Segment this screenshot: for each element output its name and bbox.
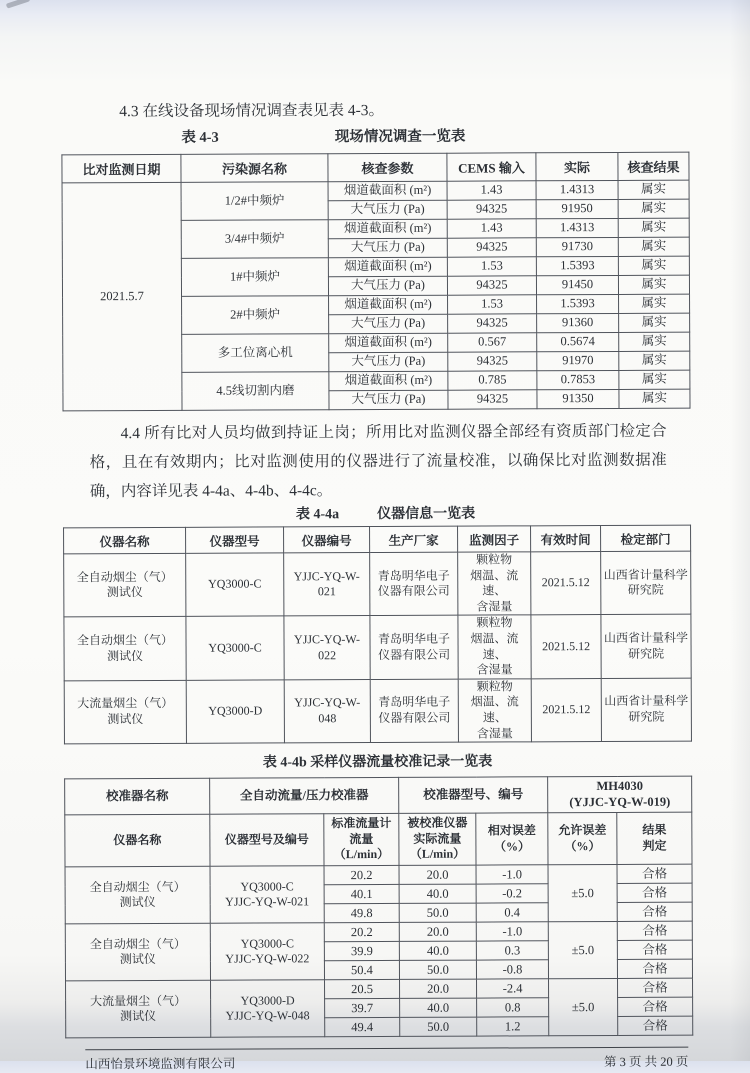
header-calibrator-model-value: MH4030 (YJJC-YQ-W-019) xyxy=(548,776,692,813)
cell-actual: 91450 xyxy=(536,275,618,294)
footer-page-number: 第 3 页 共 20 页 xyxy=(603,1054,689,1070)
cell-source: 1/2#中频炉 xyxy=(181,182,328,221)
cell-actual: 91350 xyxy=(537,389,619,408)
column-header-model: 仪器型号 xyxy=(186,527,284,553)
cell-model: YQ3000-C YJJC-YQ-W-022 xyxy=(210,923,324,980)
cell-rel-error: -0.2 xyxy=(476,884,548,903)
cell-cems: 94325 xyxy=(448,390,537,409)
cell-cems: 1.43 xyxy=(447,181,536,200)
instrument-info-table xyxy=(63,525,692,745)
column-header-name: 仪器名称 xyxy=(65,814,210,867)
cell-judge: 合格 xyxy=(618,997,693,1016)
cell-rel-error: -2.4 xyxy=(477,979,549,998)
cell-actual-flow: 20.0 xyxy=(400,979,477,998)
cell-cems: 94325 xyxy=(448,352,537,371)
cell-actual: 91360 xyxy=(537,313,619,332)
cell-name: 大流量烟尘（气） 测试仪 xyxy=(66,980,211,1038)
cell-std-flow: 20.2 xyxy=(324,866,399,885)
cell-maker: 青岛明华电子 仪器有限公司 xyxy=(370,616,458,680)
cell-result: 属实 xyxy=(618,275,689,294)
cell-name: 全自动烟尘（气） 测试仪 xyxy=(64,553,186,617)
cell-model: YQ3000-D YJJC-YQ-W-048 xyxy=(211,980,325,1037)
footer-company-name: 山西怡景环境监测有限公司 xyxy=(85,1056,236,1072)
cell-name: 全自动烟尘（气） 测试仪 xyxy=(65,923,210,981)
cell-cems: 94325 xyxy=(448,314,537,333)
table-4-3-caption-title: 现场情况调查一览表 xyxy=(334,128,466,146)
cell-source: 1#中频炉 xyxy=(181,258,328,297)
cell-rel-error: -1.0 xyxy=(476,922,548,941)
cell-cems: 0.567 xyxy=(448,333,537,352)
cell-param: 烟道截面积 (m²) xyxy=(328,257,447,277)
table-header-row xyxy=(62,152,689,183)
cell-std-flow: 39.7 xyxy=(325,999,400,1018)
cell-param: 大气压力 (Pa) xyxy=(328,276,447,296)
column-header-cems: CEMS 输入 xyxy=(447,153,536,181)
cell-actual: 1.4313 xyxy=(536,218,618,237)
cell-model: YQ3000-C xyxy=(186,616,284,680)
cell-std-flow: 39.9 xyxy=(324,942,399,961)
cell-source: 2#中频炉 xyxy=(182,296,329,335)
field-survey-table xyxy=(61,152,690,412)
column-header-dept: 检定部门 xyxy=(601,525,691,551)
column-header-actual: 实际 xyxy=(536,152,618,180)
cell-param: 烟道截面积 (m²) xyxy=(329,295,448,315)
header-calibrator-label: 校准器名称 xyxy=(65,778,210,815)
cell-source: 4.5线切割内磨 xyxy=(182,372,329,411)
cell-judge: 合格 xyxy=(617,959,692,978)
column-header-valid: 有效时间 xyxy=(531,526,601,552)
cell-actual: 0.7853 xyxy=(537,370,619,389)
cell-judge: 合格 xyxy=(617,940,692,959)
column-header-source: 污染源名称 xyxy=(181,154,328,183)
column-header-factor: 监测因子 xyxy=(458,526,531,552)
cell-actual: 91950 xyxy=(536,199,618,218)
header-calibrator-name: 全自动流量/压力校准器 xyxy=(210,778,399,815)
cell-factor: 颗粒物 烟温、流速、 含湿量 xyxy=(458,552,531,616)
table-header-row xyxy=(65,812,692,867)
cell-result: 属实 xyxy=(619,351,690,370)
cell-maker: 青岛明华电子 仪器有限公司 xyxy=(370,679,458,743)
cell-param: 大气压力 (Pa) xyxy=(328,238,447,258)
cell-cems: 94325 xyxy=(447,238,536,257)
cell-param: 烟道截面积 (m²) xyxy=(329,333,448,353)
cell-source: 多工位离心机 xyxy=(182,334,329,373)
cell-param: 烟道截面积 (m²) xyxy=(328,181,447,201)
table-4-4a-caption-title: 仪器信息一览表 xyxy=(377,506,476,523)
table-row xyxy=(64,615,691,681)
cell-actual: 1.4313 xyxy=(536,180,618,199)
cell-std-flow: 20.2 xyxy=(324,923,399,942)
cell-std-flow: 49.8 xyxy=(324,904,399,923)
cell-factor: 颗粒物 烟温、流速、 含湿量 xyxy=(458,679,531,743)
cell-maker: 青岛明华电子 仪器有限公司 xyxy=(370,552,458,616)
column-header-name: 仪器名称 xyxy=(64,527,186,554)
cell-actual-flow: 40.0 xyxy=(399,941,476,960)
table-row xyxy=(65,921,692,943)
column-header-maker: 生产厂家 xyxy=(370,526,458,552)
cell-cems: 1.53 xyxy=(448,295,537,314)
table-4-4a-caption xyxy=(63,504,690,526)
cell-actual-flow: 40.0 xyxy=(400,998,477,1017)
cell-std-flow: 50.4 xyxy=(324,961,399,980)
header-calibrator-model-label: 校准器型号、编号 xyxy=(399,777,548,814)
cell-model: YQ3000-D xyxy=(186,680,284,744)
cell-name: 全自动烟尘（气） 测试仪 xyxy=(65,866,210,924)
cell-param: 大气压力 (Pa) xyxy=(329,390,448,410)
cell-actual-flow: 20.0 xyxy=(399,922,476,941)
cell-cems: 1.53 xyxy=(447,257,536,276)
cell-rel-error: 0.3 xyxy=(476,941,548,960)
scan-artifact xyxy=(6,0,30,9)
cell-number: YJJC-YQ-W-022 xyxy=(284,616,370,680)
cell-result: 属实 xyxy=(619,294,690,313)
cell-allow-error: ±5.0 xyxy=(549,979,618,1036)
cell-judge: 合格 xyxy=(617,864,692,883)
cell-cems: 94325 xyxy=(447,276,536,295)
cell-actual: 91730 xyxy=(536,237,618,256)
cell-judge: 合格 xyxy=(617,883,692,902)
cell-rel-error: 1.2 xyxy=(477,1017,549,1036)
cell-result: 属实 xyxy=(618,199,689,218)
cell-actual-flow: 20.0 xyxy=(399,865,476,884)
column-header-std-flow: 标准流量计 流量 （L/min） xyxy=(324,814,399,866)
cell-judge: 合格 xyxy=(618,978,693,997)
cell-param: 大气压力 (Pa) xyxy=(328,200,447,220)
cell-actual: 1.5393 xyxy=(536,256,618,275)
table-4-3-caption xyxy=(61,126,688,149)
cell-cems: 1.43 xyxy=(447,219,536,238)
cell-result: 属实 xyxy=(619,370,690,389)
table-header-row xyxy=(65,776,692,815)
cell-actual-flow: 50.0 xyxy=(400,1017,477,1036)
cell-result: 属实 xyxy=(619,332,690,351)
cell-name: 全自动烟尘（气） 测试仪 xyxy=(64,617,186,681)
cell-number: YJJC-YQ-W-048 xyxy=(284,679,370,743)
table-row xyxy=(64,551,691,617)
column-header-model: 仪器型号及编号 xyxy=(210,814,324,866)
flow-calibration-table xyxy=(64,776,693,1039)
cell-judge: 合格 xyxy=(617,921,692,940)
cell-param: 烟道截面积 (m²) xyxy=(329,371,448,391)
column-header-rel-error: 相对误差 （%） xyxy=(476,813,548,865)
cell-valid: 2021.5.12 xyxy=(531,615,601,679)
column-header-number: 仪器编号 xyxy=(284,527,370,553)
table-row xyxy=(64,678,691,744)
cell-result: 属实 xyxy=(619,313,690,332)
cell-rel-error: -0.8 xyxy=(476,960,548,979)
cell-std-flow: 40.1 xyxy=(324,885,399,904)
cell-param: 大气压力 (Pa) xyxy=(329,352,448,372)
cell-result: 属实 xyxy=(618,218,689,237)
cell-result: 属实 xyxy=(618,256,689,275)
cell-std-flow: 49.4 xyxy=(325,1018,400,1037)
column-header-result: 核查结果 xyxy=(618,152,689,180)
cell-allow-error: ±5.0 xyxy=(548,922,617,979)
column-header-actual-flow: 被校准仪器 实际流量 （L/min） xyxy=(399,813,476,865)
cell-rel-error: 0.8 xyxy=(477,998,549,1017)
table-4-4a-caption-label: 表 4-4a xyxy=(295,507,340,523)
table-row xyxy=(66,978,693,1000)
cell-factor: 颗粒物 烟温、流速、 含湿量 xyxy=(458,615,531,679)
column-header-allow-error: 允许误差 （%） xyxy=(548,813,617,865)
cell-source: 3/4#中频炉 xyxy=(181,220,328,259)
column-header-date: 比对监测日期 xyxy=(62,154,181,183)
cell-valid: 2021.5.12 xyxy=(531,678,601,742)
cell-result: 属实 xyxy=(619,389,690,408)
cell-actual-flow: 50.0 xyxy=(399,903,476,922)
cell-judge: 合格 xyxy=(618,1016,693,1035)
section-4-3-heading: 4.3 在线设备现场情况调查表见表 4-3。 xyxy=(119,101,385,121)
column-header-judge: 结果 判定 xyxy=(617,812,692,864)
cell-actual: 1.5393 xyxy=(537,294,619,313)
cell-dept: 山西省计量科学 研究院 xyxy=(601,678,691,742)
cell-name: 大流量烟尘（气） 测试仪 xyxy=(64,680,186,744)
scan-edge-shade xyxy=(730,0,750,1061)
cell-dept: 山西省计量科学 研究院 xyxy=(601,551,691,615)
cell-valid: 2021.5.12 xyxy=(531,552,601,616)
cell-param: 烟道截面积 (m²) xyxy=(328,219,447,239)
cell-model: YQ3000-C YJJC-YQ-W-021 xyxy=(210,866,324,923)
cell-std-flow: 20.5 xyxy=(325,980,400,999)
table-header-row xyxy=(64,525,691,554)
table-4-3-caption-label: 表 4-3 xyxy=(181,129,219,146)
cell-model: YQ3000-C xyxy=(186,553,284,617)
cell-param: 大气压力 (Pa) xyxy=(329,314,448,334)
cell-result: 属实 xyxy=(618,180,689,199)
cell-actual: 0.5674 xyxy=(537,332,619,351)
cell-rel-error: 0.4 xyxy=(476,903,548,922)
cell-cems: 0.785 xyxy=(448,371,537,390)
cell-actual-flow: 50.0 xyxy=(399,960,476,979)
cell-monitor-date: 2021.5.7 xyxy=(62,182,182,411)
cell-result: 属实 xyxy=(618,237,689,256)
cell-actual-flow: 40.0 xyxy=(399,884,476,903)
section-4-4-paragraph: 4.4 所有比对人员均做到持证上岗；所用比对监测仪器全部经有资质部门检定合格，且在有效期内；比对监测使用的仪器进行了流量校准，以确保比对监测数据准确，内容详见表 4-4a、4-4b、4-4c。 xyxy=(89,422,667,501)
cell-judge: 合格 xyxy=(617,902,692,921)
page-footer xyxy=(85,1047,688,1073)
cell-allow-error: ±5.0 xyxy=(548,865,617,922)
document-sheet xyxy=(61,0,693,1072)
table-4-4b-caption: 表 4-4b 采样仪器流量校准记录一览表 xyxy=(262,754,493,771)
cell-number: YJJC-YQ-W-021 xyxy=(284,553,370,617)
cell-actual: 91970 xyxy=(537,351,619,370)
cell-rel-error: -1.0 xyxy=(476,865,548,884)
cell-cems: 94325 xyxy=(447,200,536,219)
column-header-param: 核查参数 xyxy=(328,153,447,182)
cell-dept: 山西省计量科学 研究院 xyxy=(601,615,691,679)
table-row xyxy=(65,864,692,886)
